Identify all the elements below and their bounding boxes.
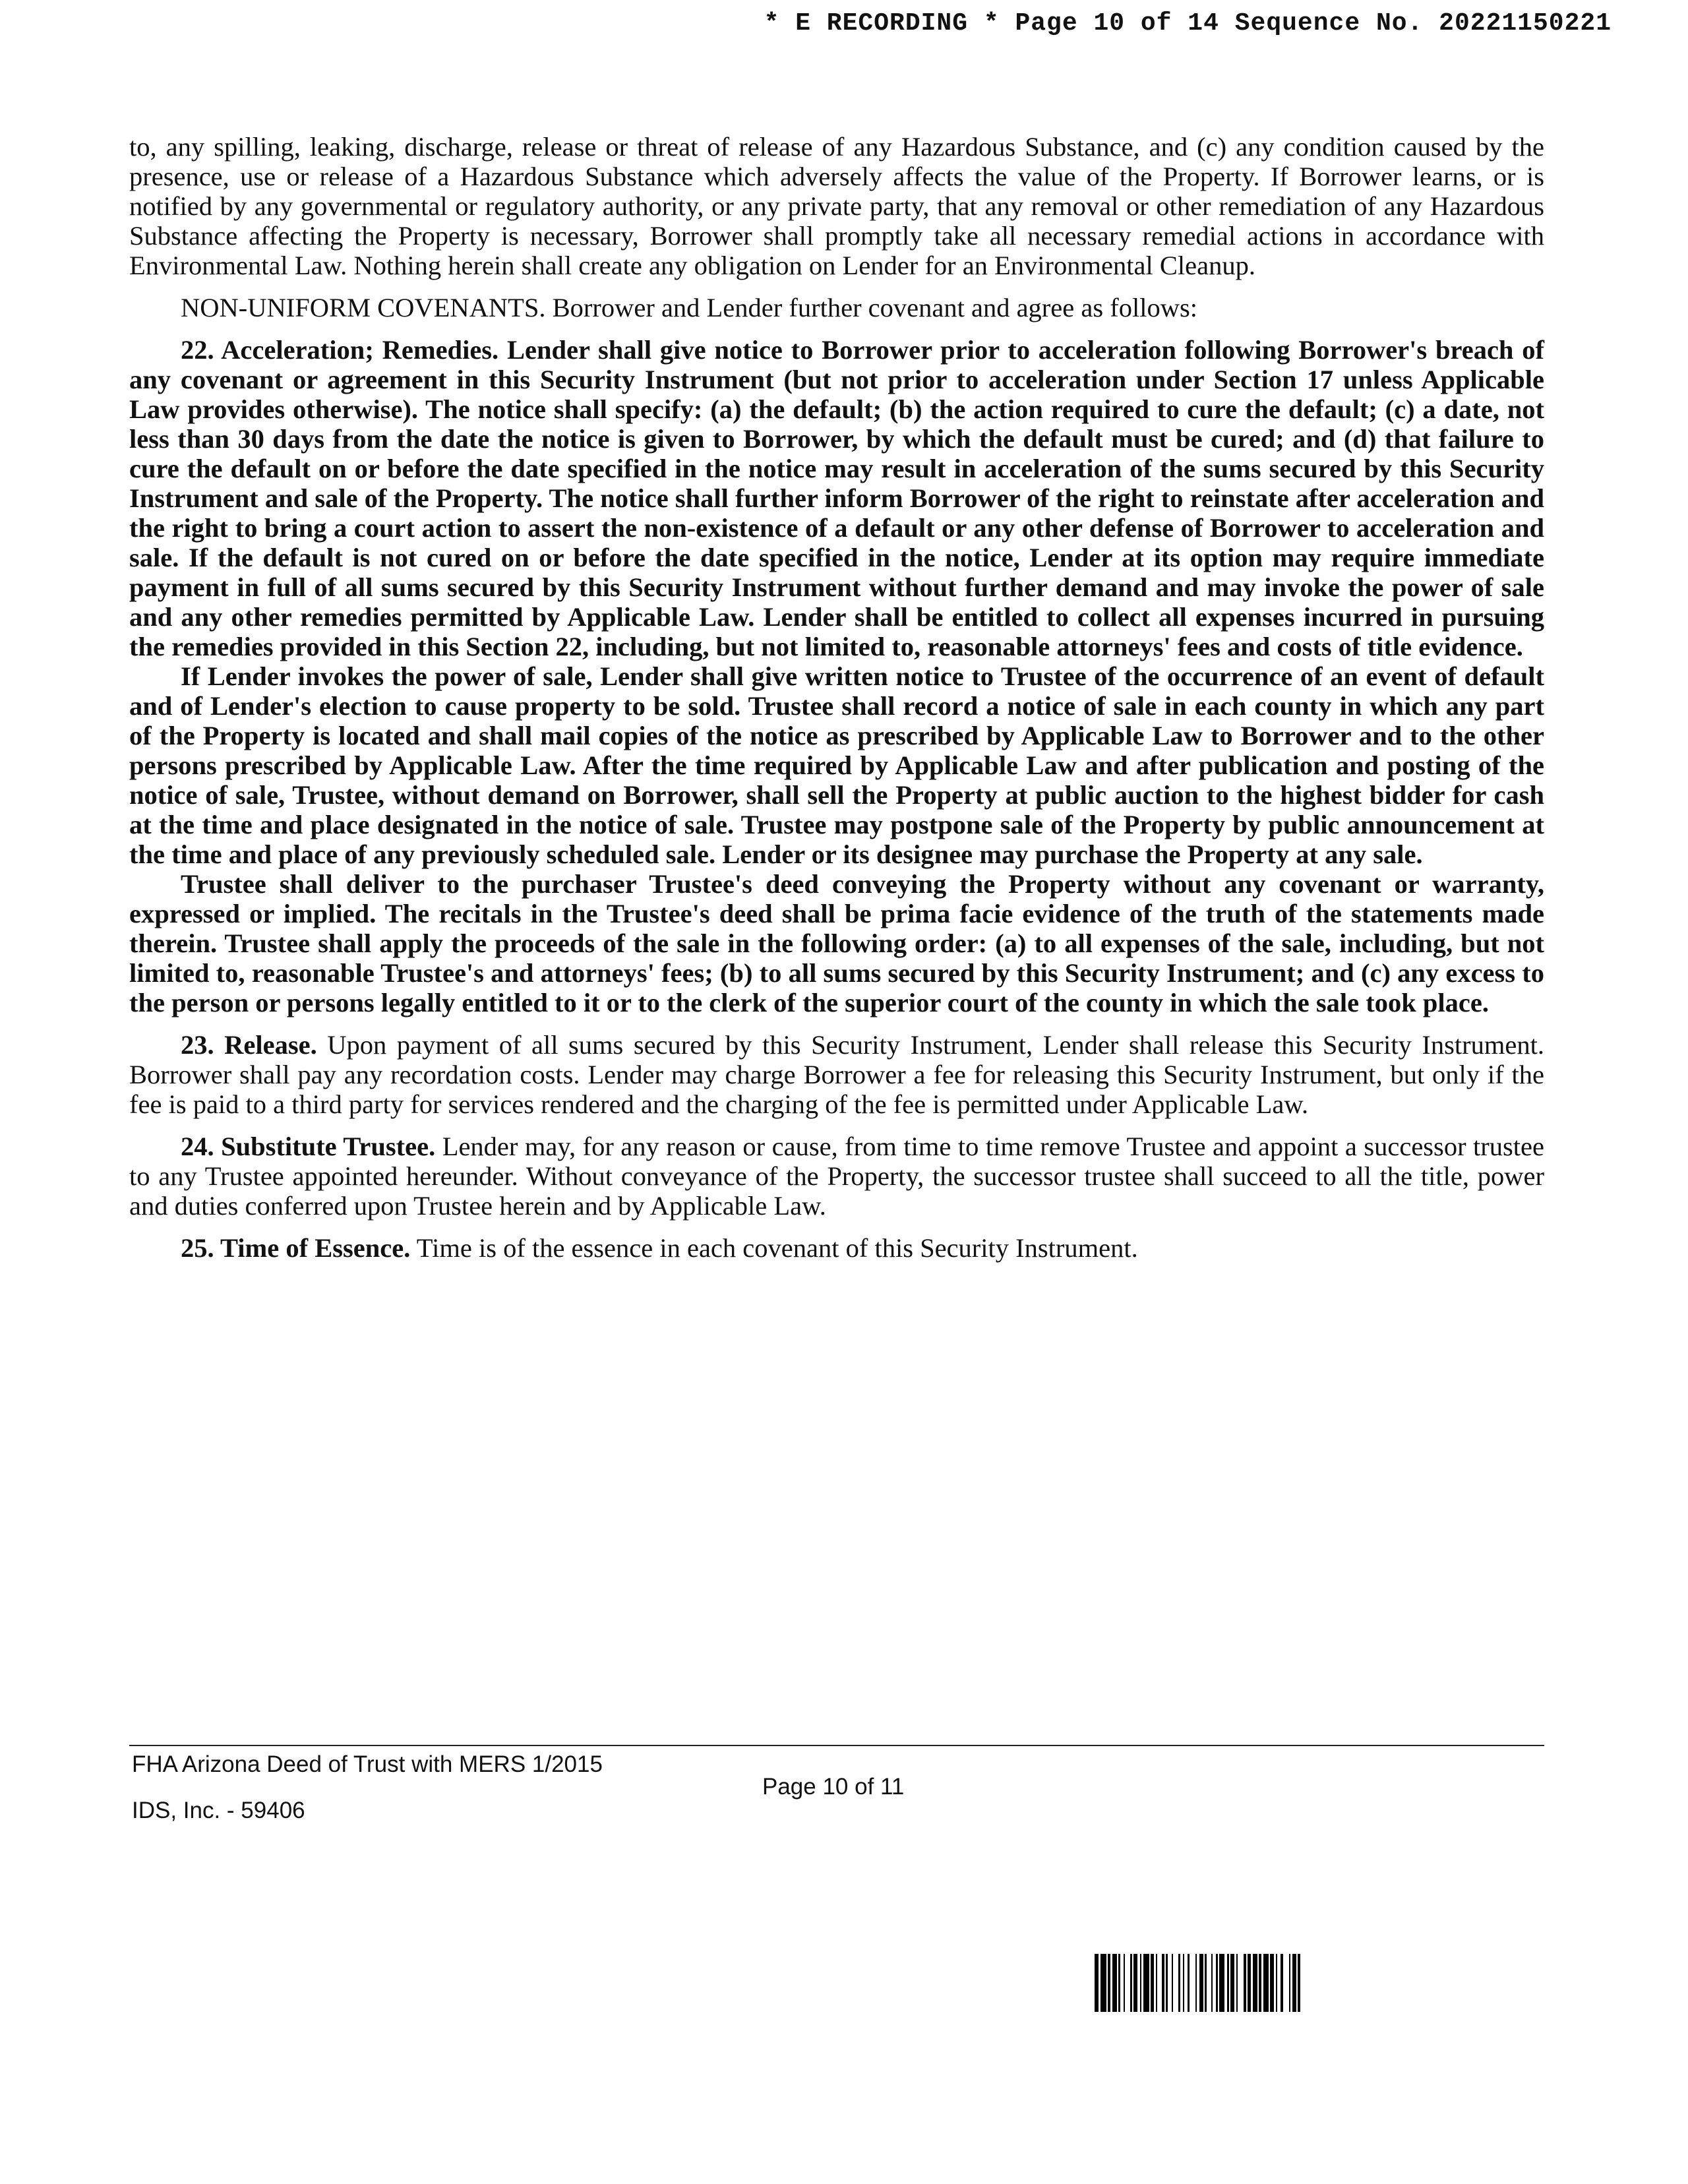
footer-vendor: IDS, Inc. - 59406 — [132, 1798, 305, 1823]
document-body — [129, 132, 1544, 1263]
section-25-time-of-essence — [129, 1233, 1544, 1263]
section-22-body: Lender shall give notice to Borrower prior to acceleration following Borrower's breach of any covenant or agreement in this Security Instrument (but not prior to acceleration under Section 17 unless Applicable Law provides otherwise). The notice shall specify: (a) the default; (b) the action required to cure the default; (c) a date, not less than 30 days from the date the notice is given to Borrower, by which the default must be cured; and (d) that failure to cure the default on or before the date specified in the notice may result in acceleration of the sums secured by this Security Instrument and sale of the Property. The notice shall further inform Borrower of the right to reinstate after acceleration and the right to bring a court action to assert the non-existence of a default or any other defense of Borrower to acceleration and sale. If the default is not cured on or before the date specified in the notice, Lender at its option may require immediate payment in full of all sums secured by this Security Instrument without further demand and may invoke the power of sale and any other remedies permitted by Applicable Law. Lender shall be entitled to collect all expenses incurred in pursuing the remedies provided in this Section 22, including, but not limited to, reasonable attorneys' fees and costs of title evidence. — [129, 335, 1544, 661]
section-22-heading: 22. Acceleration; Remedies. — [181, 335, 499, 365]
paragraph-power-of-sale: If Lender invokes the power of sale, Lender shall give written notice to Trustee of the occurrence of an event of default and of Lender's election to cause property to be sold. Trustee shall record a notice of sale in each county in which any part of the Property is located and shall mail copies of the notice as prescribed by Applicable Law to Borrower and to the other persons prescribed by Applicable Law. After the time required by Applicable Law and after publication and posting of the notice of sale, Trustee, without demand on Borrower, shall sell the Property at public auction to the highest bidder for cash at the time and place designated in the notice of sale. Trustee may postpone sale of the Property by public announcement at the time and place of any previously scheduled sale. Lender or its designee may purchase the Property at any sale. — [129, 661, 1544, 869]
section-23-body: Upon payment of all sums secured by this Security Instrument, Lender shall release this Security Instrument. Borrower shall pay any recordation costs. Lender may charge Borrower a fee for releasing this Security Instrument, but only if the fee is paid to a third party for services rendered and the charging of the fee is permitted under Applicable Law. — [129, 1030, 1544, 1119]
footer-form-name: FHA Arizona Deed of Trust with MERS 1/2015 — [132, 1751, 603, 1777]
paragraph-non-uniform-covenants: NON-UNIFORM COVENANTS. Borrower and Lender further covenant and agree as follows: — [181, 293, 1197, 322]
paragraph-hazardous-continuation: to, any spilling, leaking, discharge, release or threat of release of any Hazardous Substance, and (c) any condition caused by the presence, use or release of a Hazardous Substance which adversely affects the value of the Property. If Borrower learns, or is notified by any governmental or regulatory authority, or any private party, that any removal or other remediation of any Hazardous Substance affecting the Property is necessary, Borrower shall promptly take all necessary remedial actions in accordance with Environmental Law. Nothing herein shall create any obligation on Lender for an Environmental Cleanup. — [129, 132, 1544, 280]
section-22-acceleration — [129, 335, 1544, 661]
section-23-heading: 23. Release. — [181, 1030, 317, 1060]
footer-divider — [129, 1745, 1544, 1746]
section-24-heading: 24. Substitute Trustee. — [181, 1132, 436, 1161]
section-23-release — [129, 1030, 1544, 1119]
section-24-body: Lender may, for any reason or cause, from time to time remove Trustee and appoint a successor trustee to any Trustee appointed hereunder. Without conveyance of the Property, the successor trustee shall succeed to all the title, power and duties conferred upon Trustee herein and by Applicable Law. — [129, 1132, 1544, 1221]
footer-form-info — [132, 1751, 603, 1824]
section-24-substitute-trustee — [129, 1132, 1544, 1221]
section-25-body: Time is of the essence in each covenant of this Security Instrument. — [410, 1233, 1138, 1263]
section-25-heading: 25. Time of Essence. — [181, 1233, 411, 1263]
recording-header: * E RECORDING * Page 10 of 14 Sequence No. 20221150221 — [764, 9, 1612, 38]
paragraph-trustee-deed: Trustee shall deliver to the purchaser Trustee's deed conveying the Property without any covenant or warranty, expressed or implied. The recitals in the Trustee's deed shall be prima facie evidence of the truth of the statements made therein. Trustee shall apply the proceeds of the sale in the following order: (a) to all expenses of the sale, including, but not limited to, reasonable Trustee's and attorneys' fees; (b) to all sums secured by this Security Instrument; and (c) any excess to the person or persons legally entitled to it or to the clerk of the superior court of the county in which the sale took place. — [129, 869, 1544, 1017]
footer-page-number: Page 10 of 11 — [762, 1774, 905, 1800]
barcode-icon — [1095, 1954, 1544, 2012]
